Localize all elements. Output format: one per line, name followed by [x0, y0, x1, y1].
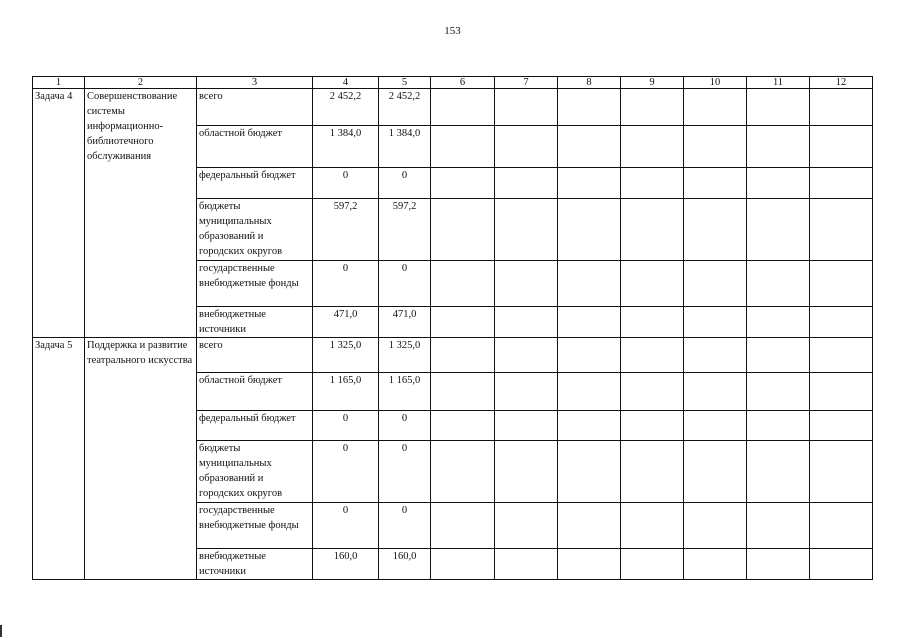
- empty-cell: [558, 338, 621, 373]
- value-col4: 2 452,2: [313, 89, 379, 126]
- empty-cell: [431, 307, 495, 338]
- header-row: [33, 77, 873, 89]
- header-cell-7: 7: [495, 77, 558, 89]
- task-label: Задача 5: [33, 338, 85, 580]
- empty-cell: [684, 168, 747, 199]
- empty-cell: [431, 441, 495, 503]
- empty-cell: [558, 441, 621, 503]
- empty-cell: [810, 503, 873, 549]
- empty-cell: [431, 126, 495, 168]
- header-cell-9: 9: [621, 77, 684, 89]
- header-cell-4: 4: [313, 77, 379, 89]
- header-cell-11: 11: [747, 77, 810, 89]
- funding-source: федеральный бюджет: [197, 411, 313, 441]
- empty-cell: [747, 126, 810, 168]
- value-col4: 0: [313, 261, 379, 307]
- value-col5: 1 325,0: [379, 338, 431, 373]
- value-col4: 0: [313, 503, 379, 549]
- empty-cell: [558, 373, 621, 411]
- empty-cell: [621, 549, 684, 580]
- header-cell-5: 5: [379, 77, 431, 89]
- empty-cell: [621, 199, 684, 261]
- empty-cell: [431, 199, 495, 261]
- empty-cell: [431, 89, 495, 126]
- funding-source: внебюджетные источники: [197, 307, 313, 338]
- empty-cell: [810, 199, 873, 261]
- empty-cell: [431, 261, 495, 307]
- value-col4: 0: [313, 411, 379, 441]
- empty-cell: [431, 373, 495, 411]
- empty-cell: [431, 338, 495, 373]
- value-col4: 1 384,0: [313, 126, 379, 168]
- empty-cell: [621, 307, 684, 338]
- empty-cell: [621, 89, 684, 126]
- empty-cell: [747, 441, 810, 503]
- empty-cell: [810, 261, 873, 307]
- value-col4: 597,2: [313, 199, 379, 261]
- budget-table: [32, 76, 873, 580]
- header-cell-8: 8: [558, 77, 621, 89]
- empty-cell: [684, 411, 747, 441]
- funding-source: бюджеты муниципальных образований и городских округов: [197, 441, 313, 503]
- empty-cell: [684, 199, 747, 261]
- empty-cell: [684, 89, 747, 126]
- value-col5: 0: [379, 261, 431, 307]
- empty-cell: [684, 503, 747, 549]
- empty-cell: [684, 338, 747, 373]
- header-cell-6: 6: [431, 77, 495, 89]
- empty-cell: [810, 338, 873, 373]
- value-col4: 1 165,0: [313, 373, 379, 411]
- empty-cell: [810, 126, 873, 168]
- empty-cell: [495, 373, 558, 411]
- value-col5: 0: [379, 411, 431, 441]
- empty-cell: [621, 503, 684, 549]
- value-col5: 1 165,0: [379, 373, 431, 411]
- empty-cell: [495, 338, 558, 373]
- value-col5: 0: [379, 168, 431, 199]
- empty-cell: [684, 441, 747, 503]
- table-row: [33, 89, 873, 126]
- empty-cell: [495, 261, 558, 307]
- funding-source: внебюджетные источники: [197, 549, 313, 580]
- empty-cell: [810, 441, 873, 503]
- empty-cell: [558, 168, 621, 199]
- empty-cell: [621, 411, 684, 441]
- empty-cell: [495, 441, 558, 503]
- funding-source: всего: [197, 338, 313, 373]
- empty-cell: [621, 126, 684, 168]
- empty-cell: [621, 373, 684, 411]
- value-col4: 160,0: [313, 549, 379, 580]
- value-col5: 471,0: [379, 307, 431, 338]
- value-col4: 471,0: [313, 307, 379, 338]
- funding-source: государственные внебюджетные фонды: [197, 503, 313, 549]
- empty-cell: [684, 261, 747, 307]
- header-cell-3: 3: [197, 77, 313, 89]
- empty-cell: [495, 89, 558, 126]
- funding-source: всего: [197, 89, 313, 126]
- empty-cell: [810, 89, 873, 126]
- task-label: Задача 4: [33, 89, 85, 338]
- funding-source: государственные внебюджетные фонды: [197, 261, 313, 307]
- empty-cell: [431, 411, 495, 441]
- empty-cell: [810, 549, 873, 580]
- value-col5: 1 384,0: [379, 126, 431, 168]
- empty-cell: [558, 89, 621, 126]
- value-col5: 0: [379, 503, 431, 549]
- value-col4: 1 325,0: [313, 338, 379, 373]
- empty-cell: [558, 411, 621, 441]
- empty-cell: [810, 373, 873, 411]
- empty-cell: [747, 373, 810, 411]
- value-col5: 2 452,2: [379, 89, 431, 126]
- empty-cell: [495, 168, 558, 199]
- empty-cell: [747, 338, 810, 373]
- value-col5: 597,2: [379, 199, 431, 261]
- empty-cell: [558, 199, 621, 261]
- empty-cell: [558, 503, 621, 549]
- empty-cell: [558, 126, 621, 168]
- empty-cell: [621, 168, 684, 199]
- value-col4: 0: [313, 168, 379, 199]
- funding-source: областной бюджет: [197, 126, 313, 168]
- empty-cell: [810, 411, 873, 441]
- empty-cell: [431, 549, 495, 580]
- page-number: 153: [444, 25, 461, 37]
- header-cell-1: 1: [33, 77, 85, 89]
- empty-cell: [747, 503, 810, 549]
- empty-cell: [810, 307, 873, 338]
- empty-cell: [747, 307, 810, 338]
- task-description: Поддержка и развитие театрального искусства: [85, 338, 197, 580]
- empty-cell: [431, 168, 495, 199]
- empty-cell: [495, 411, 558, 441]
- header-cell-10: 10: [684, 77, 747, 89]
- funding-source: областной бюджет: [197, 373, 313, 411]
- empty-cell: [495, 549, 558, 580]
- empty-cell: [431, 503, 495, 549]
- empty-cell: [621, 338, 684, 373]
- empty-cell: [558, 307, 621, 338]
- empty-cell: [747, 89, 810, 126]
- empty-cell: [684, 373, 747, 411]
- task-description: Совершенствование системы информационно-библиотечного обслуживания: [85, 89, 197, 338]
- empty-cell: [558, 261, 621, 307]
- scan-edge-mark: [0, 625, 2, 637]
- empty-cell: [747, 261, 810, 307]
- empty-cell: [684, 549, 747, 580]
- empty-cell: [495, 307, 558, 338]
- empty-cell: [747, 549, 810, 580]
- empty-cell: [621, 261, 684, 307]
- empty-cell: [558, 549, 621, 580]
- empty-cell: [495, 503, 558, 549]
- value-col5: 160,0: [379, 549, 431, 580]
- header-cell-2: 2: [85, 77, 197, 89]
- empty-cell: [684, 126, 747, 168]
- empty-cell: [621, 441, 684, 503]
- table-row: [33, 338, 873, 373]
- value-col4: 0: [313, 441, 379, 503]
- value-col5: 0: [379, 441, 431, 503]
- empty-cell: [747, 199, 810, 261]
- funding-source: федеральный бюджет: [197, 168, 313, 199]
- empty-cell: [495, 126, 558, 168]
- empty-cell: [684, 307, 747, 338]
- empty-cell: [747, 411, 810, 441]
- empty-cell: [747, 168, 810, 199]
- empty-cell: [495, 199, 558, 261]
- funding-source: бюджеты муниципальных образований и городских округов: [197, 199, 313, 261]
- header-cell-12: 12: [810, 77, 873, 89]
- empty-cell: [810, 168, 873, 199]
